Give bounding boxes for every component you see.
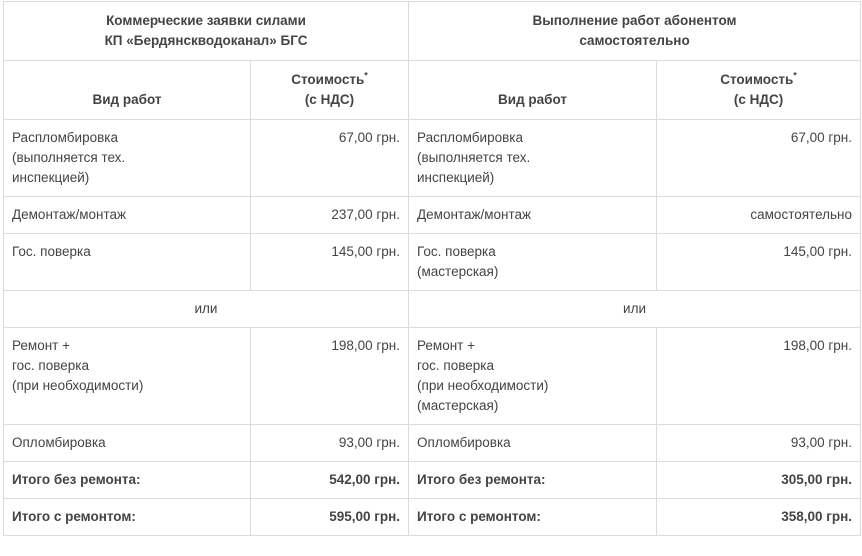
column-header-vat-label: (с НДС) — [304, 92, 355, 107]
column-header-vat-label: (с НДС) — [733, 92, 784, 107]
total-value-right: 305,00 грн. — [657, 462, 861, 499]
table-row — [4, 120, 861, 197]
total-label-right: Итого с ремонтом: — [409, 499, 657, 536]
cost-cell-left: 237,00 грн. — [251, 197, 409, 234]
column-header-cost-right — [657, 61, 861, 120]
total-row-without-repair — [4, 462, 861, 499]
total-label-left: Итого без ремонта: — [4, 462, 251, 499]
table-row — [4, 425, 861, 462]
group-header-self-service: Выполнение работ абонентом самостоятельно — [409, 2, 861, 61]
price-table — [3, 1, 861, 536]
work-cell-right: Гос. поверка (мастерская) — [409, 234, 657, 291]
table-column-header-row — [4, 61, 861, 120]
total-value-right: 358,00 грн. — [657, 499, 861, 536]
cost-cell-right: 93,00 грн. — [657, 425, 861, 462]
table-group-header-row — [4, 2, 861, 61]
total-row-with-repair — [4, 499, 861, 536]
column-header-work-label: Вид работ — [498, 92, 567, 107]
cost-cell-right: 198,00 грн. — [657, 328, 861, 425]
or-separator-right: или — [409, 291, 861, 328]
total-value-left: 542,00 грн. — [251, 462, 409, 499]
work-cell-left: Гос. поверка — [4, 234, 251, 291]
or-separator-left: или — [4, 291, 409, 328]
column-header-cost-left — [251, 61, 409, 120]
work-cell-left: Демонтаж/монтаж — [4, 197, 251, 234]
work-cell-left: Опломбировка — [4, 425, 251, 462]
cost-cell-right: самостоятельно — [657, 197, 861, 234]
work-cell-left: Ремонт + гос. поверка (при необходимости) — [4, 328, 251, 425]
cost-cell-left: 145,00 грн. — [251, 234, 409, 291]
cost-cell-right: 67,00 грн. — [657, 120, 861, 197]
total-label-right: Итого без ремонта: — [409, 462, 657, 499]
footnote-asterisk: * — [793, 70, 797, 81]
footnote-asterisk: * — [364, 70, 368, 81]
cost-cell-left: 198,00 грн. — [251, 328, 409, 425]
total-label-left: Итого с ремонтом: — [4, 499, 251, 536]
work-cell-right: Демонтаж/монтаж — [409, 197, 657, 234]
group-header-commercial: Коммерческие заявки силами КП «Бердянскводоканал» БГС — [4, 2, 409, 61]
cost-cell-left: 93,00 грн. — [251, 425, 409, 462]
work-cell-right: Ремонт + гос. поверка (при необходимости) (мастерская) — [409, 328, 657, 425]
column-header-cost-label: Стоимость — [720, 72, 794, 87]
work-cell-left: Распломбировка (выполняется тех. инспекцией) — [4, 120, 251, 197]
column-header-cost-label: Стоимость — [291, 72, 365, 87]
work-cell-right: Распломбировка (выполняется тех. инспекцией) — [409, 120, 657, 197]
cost-cell-left: 67,00 грн. — [251, 120, 409, 197]
table-row — [4, 197, 861, 234]
column-header-work-left — [4, 61, 251, 120]
work-cell-right: Опломбировка — [409, 425, 657, 462]
column-header-work-right — [409, 61, 657, 120]
table-row-or — [4, 291, 861, 328]
column-header-work-label: Вид работ — [92, 92, 162, 107]
table-row — [4, 328, 861, 425]
total-value-left: 595,00 грн. — [251, 499, 409, 536]
cost-cell-right: 145,00 грн. — [657, 234, 861, 291]
table-row — [4, 234, 861, 291]
